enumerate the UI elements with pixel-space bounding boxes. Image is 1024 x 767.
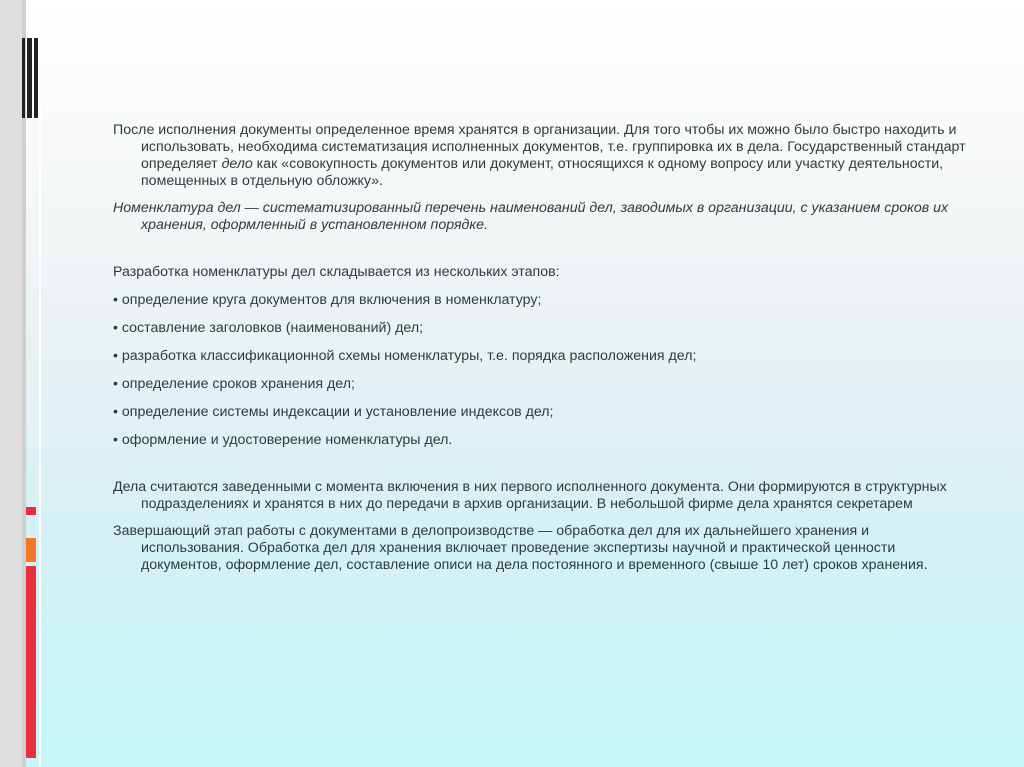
list-item: • разработка классификационной схемы номенклатуры, т.е. порядка расположения дел;	[113, 348, 697, 364]
paragraph-intro	[113, 122, 973, 190]
marker-red-long	[26, 566, 36, 758]
marker-red-top	[26, 507, 36, 515]
list-item: • определение круга документов для включения в номенклатуру;	[113, 292, 542, 308]
marker-light	[26, 518, 36, 534]
slide-text	[113, 122, 973, 584]
term-delo: дело	[221, 156, 253, 172]
left-edge-line	[39, 0, 41, 767]
paragraph-intro-text-1: После исполнения документы определенное время хранятся в организации. Для того чтобы их можно было быстро находить и использовать, необходима систематизация исполненных документов, т.е. группировка их в дела. Государственный стандарт определяет	[113, 122, 966, 172]
decor-bar-2	[27, 38, 32, 118]
list-intro: Разработка номенклатуры дел складывается из нескольких этапов:	[113, 264, 560, 280]
paragraph-final-stage: Завершающий этап работы с документами в делопроизводстве — обработка дел для их дальнейшего хранения и использования. Обработка дел для хранения включает проведение экспертизы научной и практической ценности документов, оформление дел, составление описи на дела постоянного и временного (свыше 10 лет) сроков хранения.	[113, 523, 928, 573]
list-item: • оформление и удостоверение номенклатуры дел.	[113, 432, 453, 448]
decor-bar-3	[34, 38, 38, 118]
paragraph-definition	[113, 200, 973, 234]
list-item: • определение системы индексации и установление индексов дел;	[113, 404, 554, 420]
decor-bar-1	[22, 38, 25, 118]
paragraph-intro-text-2: как «совокупность документов или документ, относящихся к одному вопросу или участку деятельности, помещенных в отдельную обложку».	[141, 156, 944, 189]
marker-orange	[26, 538, 36, 562]
left-edge-band	[0, 0, 22, 767]
paragraph-cases: Дела считаются заведенными с момента включения в них первого исполненного документа. Они формируются в структурных подразделениях и хранятся в них до передачи в архив организации. В небольшой фирме дела хранятся секретарем	[113, 479, 947, 512]
list-item: • определение сроков хранения дел;	[113, 376, 355, 392]
list-item: • составление заголовков (наименований) дел;	[113, 320, 424, 336]
definition-text: Номенклатура дел — систематизированный перечень наименований дел, заводимых в организации, с указанием сроков их хранения, оформленный в установленном порядке.	[113, 200, 949, 233]
